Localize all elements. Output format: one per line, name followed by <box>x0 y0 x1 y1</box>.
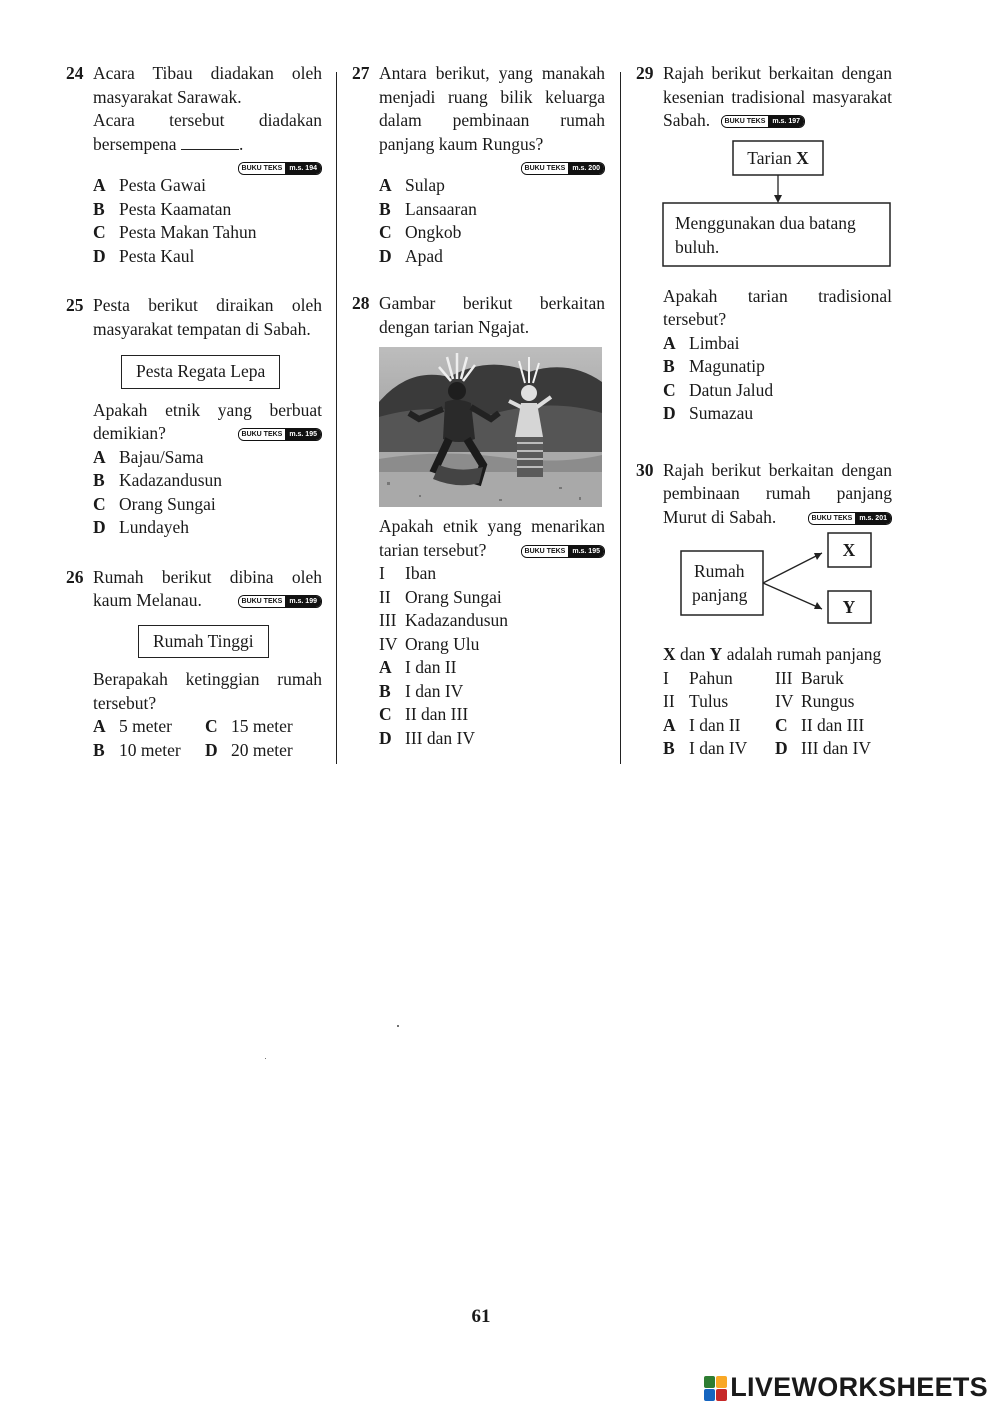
question-stem: Gambar berikut berkaitan dengan tarian Ngajat. <box>379 293 605 337</box>
option-d[interactable]: D Apad <box>379 245 443 266</box>
option-c[interactable]: C II dan III <box>379 704 469 724</box>
brand-name: LIVEWORKSHEETS <box>730 1372 988 1402</box>
question-number: 25 <box>66 295 84 315</box>
question-number: 24 <box>66 63 84 83</box>
question-prompt: Apakah tarian tradisional tersebut? <box>663 285 892 329</box>
question-stem: Antara berikut, yang manakah menjadi ruang bilik keluarga dalam pembinaan rumah panjang kaum Rungus? <box>379 63 605 154</box>
option-d[interactable]: D Sumazau <box>663 403 754 423</box>
textbook-ref-badge: BUKU TEKS m.s. 200 <box>521 162 605 175</box>
page-number: 61 <box>471 1306 491 1327</box>
question-26 <box>66 566 322 763</box>
textbook-ref-row <box>66 156 322 174</box>
statement-ii: II Tulus <box>663 691 729 711</box>
textbook-ref-badge: BUKU TEKS m.s. 195 <box>521 545 605 558</box>
question-number: 29 <box>636 63 654 83</box>
column-3 <box>636 62 892 761</box>
option-a[interactable]: A 5 meter <box>93 716 172 736</box>
statement-ii: II Orang Sungai <box>379 586 502 607</box>
question-28 <box>352 292 605 750</box>
option-a[interactable]: A Pesta Gawai <box>93 175 206 195</box>
answer-options <box>636 332 892 426</box>
question-prompt: X dan Y adalah rumah panjang <box>663 644 882 664</box>
textbook-ref-row <box>352 156 605 174</box>
option-a[interactable]: A Limbai <box>663 332 740 353</box>
statement-iii: III Kadazandusun <box>379 610 509 630</box>
answer-options <box>352 656 605 750</box>
option-b[interactable]: B I dan IV <box>663 738 748 758</box>
question-number: 30 <box>636 459 654 480</box>
option-c[interactable]: C Pesta Makan Tahun <box>93 222 257 242</box>
box-y-label: Y <box>842 597 856 617</box>
statement-iv: IV Rungus <box>775 691 855 711</box>
logo-tile <box>704 1389 715 1401</box>
statement-items <box>352 562 605 656</box>
arrow-line-x <box>763 553 822 583</box>
arrow-head <box>774 195 782 203</box>
box-rumah-panjang-line1: Rumah <box>694 561 745 581</box>
option-d[interactable]: D Lundayeh <box>93 517 189 537</box>
option-d[interactable]: D Pesta Kaul <box>93 245 195 266</box>
question-stem: Rumah berikut dibina oleh kaum Melanau. BUKU TEKS m.s. 199 <box>93 566 322 610</box>
option-c[interactable]: C Orang Sungai <box>93 493 216 514</box>
statement-items <box>636 667 892 714</box>
statement-iv: IV Orang Ulu <box>379 633 480 654</box>
statement-i: I Pahun <box>663 667 733 688</box>
answer-options <box>352 174 605 268</box>
liveworksheets-logo[interactable] <box>704 1372 988 1403</box>
question-prompt: Apakah etnik yang menarikan tarian tersebut? BUKU TEKS m.s. 195 <box>379 516 605 560</box>
box-description-line1: Menggunakan dua batang <box>675 212 856 233</box>
stem-line: Acara Tibau diadakan oleh masyarakat Sarawak. <box>93 63 322 107</box>
answer-options <box>66 174 322 268</box>
option-c[interactable]: C Ongkob <box>379 222 462 242</box>
info-box: Rumah Tinggi <box>138 625 269 659</box>
question-prompt: Berapakah ketinggian rumah tersebut? <box>93 669 322 713</box>
option-b[interactable]: B Kadazandusun <box>93 470 223 490</box>
question-prompt: Apakah etnik yang berbuat demikian? BUKU TEKS m.s. 195 <box>93 399 322 443</box>
question-number: 27 <box>352 63 370 83</box>
answer-options <box>66 715 322 762</box>
logo-tile <box>716 1389 727 1401</box>
question-27 <box>352 62 605 268</box>
q29-flow-diagram <box>636 133 892 277</box>
textbook-ref-badge: BUKU TEKS m.s. 201 <box>808 512 892 525</box>
question-stem <box>66 62 322 156</box>
stem-line: Acara tersebut diadakan bersempena . <box>93 110 322 154</box>
answer-options <box>66 446 322 540</box>
question-number: 26 <box>66 566 84 587</box>
answer-blank[interactable] <box>181 136 239 150</box>
column-divider <box>620 72 621 764</box>
textbook-ref-badge: BUKU TEKS m.s. 195 <box>238 428 322 441</box>
option-b[interactable]: B 10 meter <box>93 739 181 760</box>
question-stem: Rajah berikut berkaitan dengan kesenian tradisional masyarakat Sabah. BUKU TEKS m.s. 197 <box>663 63 892 130</box>
column-divider <box>336 72 337 764</box>
option-c[interactable]: C Datun Jalud <box>663 379 774 400</box>
option-c[interactable]: C 15 meter <box>205 716 293 736</box>
question-stem: Pesta berikut diraikan oleh masyarakat tempatan di Sabah. <box>93 295 322 339</box>
logo-tile <box>716 1376 727 1388</box>
box-rumah-panjang-line2: panjang <box>692 585 748 605</box>
option-b[interactable]: B Magunatip <box>663 356 765 376</box>
textbook-ref-badge: BUKU TEKS m.s. 194 <box>238 162 322 175</box>
question-24 <box>66 62 322 268</box>
question-30 <box>636 459 892 761</box>
scan-speck <box>397 1025 399 1027</box>
option-b[interactable]: B Pesta Kaamatan <box>93 198 232 219</box>
box-description-line2: buluh. <box>675 236 720 257</box>
logo-tile <box>704 1376 715 1388</box>
liveworksheets-icon <box>704 1376 726 1400</box>
column-2 <box>352 62 605 750</box>
question-29 <box>636 62 892 426</box>
option-d[interactable]: D 20 meter <box>205 739 293 760</box>
question-number: 28 <box>352 293 370 313</box>
option-a[interactable]: A Bajau/Sama <box>93 446 204 467</box>
textbook-ref-badge: BUKU TEKS m.s. 197 <box>721 115 805 128</box>
option-a[interactable]: A I dan II <box>379 657 457 677</box>
box-tarian-x-label: Tarian X <box>747 147 809 168</box>
ngajat-dance-photo <box>379 347 602 507</box>
arrow-line-y <box>763 583 822 609</box>
statement-i: I Iban <box>379 563 437 583</box>
option-a[interactable]: A I dan II <box>663 714 741 735</box>
q30-branch-diagram <box>636 529 892 639</box>
question-stem: Rajah berikut berkaitan dengan pembinaan rumah panjang Murut di Sabah. BUKU TEKS m.s. 201 <box>663 459 892 527</box>
textbook-ref-badge: BUKU TEKS m.s. 199 <box>238 595 322 608</box>
scan-speck <box>265 1058 266 1059</box>
option-b[interactable]: B I dan IV <box>379 680 464 701</box>
option-b[interactable]: B Lansaaran <box>379 198 477 219</box>
option-d[interactable]: D III dan IV <box>775 738 871 758</box>
option-d[interactable]: D III dan IV <box>379 727 475 748</box>
box-x-label: X <box>842 540 856 560</box>
statement-iii: III Baruk <box>775 667 844 688</box>
option-c[interactable]: C II dan III <box>775 714 865 735</box>
option-a[interactable]: A Sulap <box>379 175 445 195</box>
info-box: Pesta Regata Lepa <box>121 355 280 389</box>
column-1 <box>66 62 322 762</box>
answer-options <box>636 714 892 761</box>
question-25 <box>66 294 322 540</box>
